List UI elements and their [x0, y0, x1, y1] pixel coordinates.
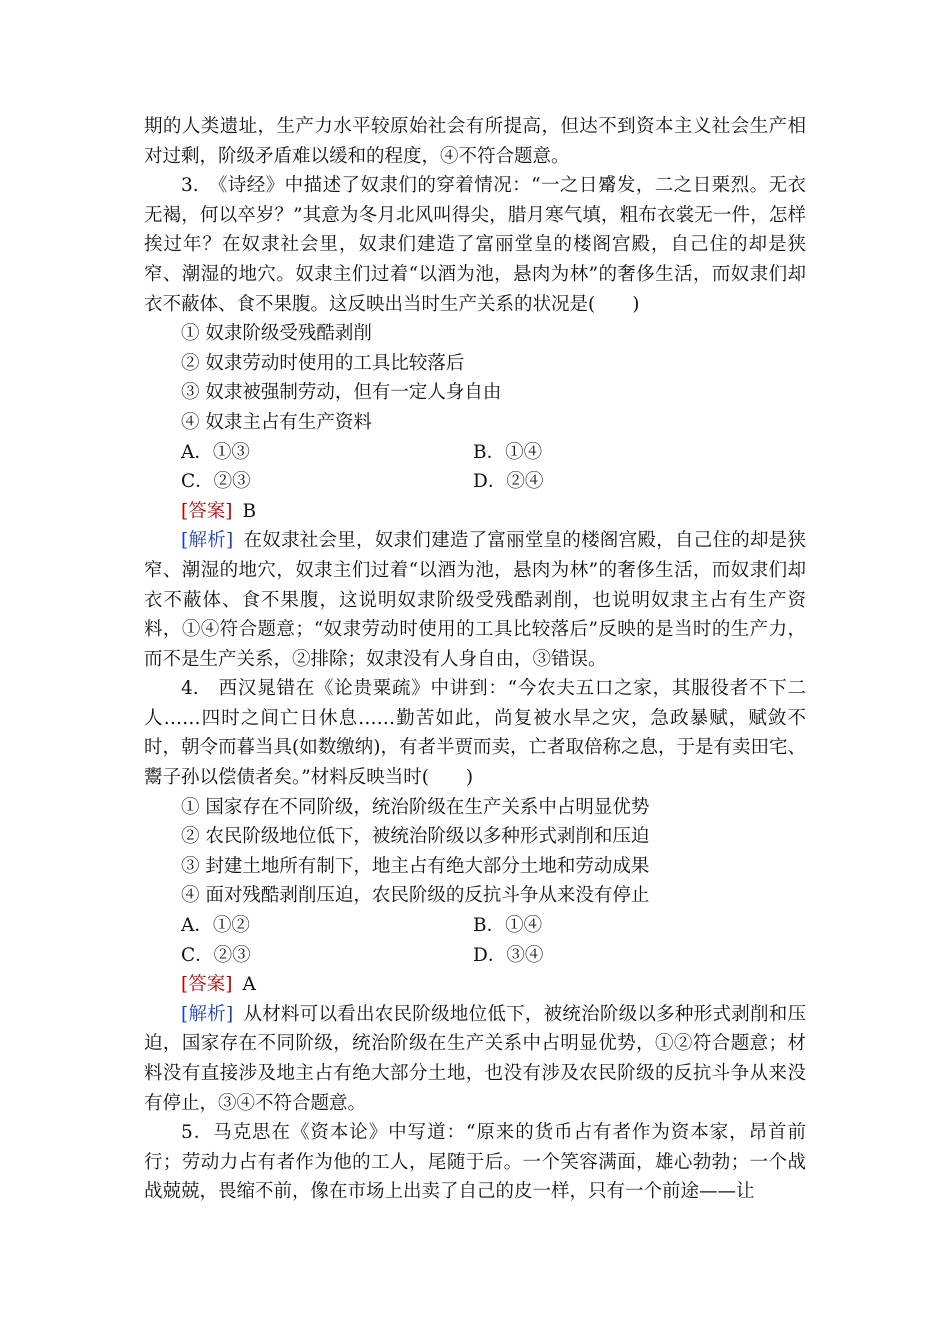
q4-explain-text: 从材料可以看出农民阶级地位低下，被统治阶级以多种形式剥削和压迫，国家存在不同阶级，统治阶级在生产关系中占明显优势，①②符合题意；材料没有直接涉及地主占有绝大部分土地，也没有涉及农民阶级的反抗斗争从来没有停止，③④不符合题意。 [144, 1003, 806, 1114]
q4-item-1: ① 国家存在不同阶级，统治阶级在生产关系中占明显优势 [181, 796, 650, 818]
q4-answer [144, 970, 806, 1000]
q3-item-2: ② 奴隶劳动时使用的工具比较落后 [181, 352, 465, 374]
q3-choices-row-2 [144, 467, 806, 497]
q4-choices-row-2 [144, 941, 806, 971]
q4-choice-a: A．①② [181, 915, 250, 937]
q4-explanation [144, 1000, 806, 1118]
q4-item-2: ② 农民阶级地位低下，被统治阶级以多种形式剥削和压迫 [181, 826, 650, 848]
q3-choice-b: B．①④ [473, 441, 543, 463]
intro-paragraph: 期的人类遗址，生产力水平较原始社会有所提高，但达不到资本主义社会生产相对过剩，阶级矛盾难以缓和的程度，④不符合题意。 [144, 116, 806, 167]
q4-item-3: ③ 封建土地所有制下，地主占有绝大部分土地和劳动成果 [181, 855, 650, 877]
q4-choice-c: C．②③ [181, 944, 251, 966]
q3-answer-value: B [242, 500, 257, 522]
q3-explanation [144, 526, 806, 674]
document-page [144, 112, 806, 1207]
question-4-stem: 4. 西汉晁错在《论贵粟疏》中讲到：“今农夫五口之家，其服役者不下二人……四时之间亡日休息……勤苦如此，尚复被水旱之灾，急政暴赋，赋敛不时，朝令而暮当具(如数缴纳)，有者半贾而卖，亡者取倍称之息，于是有卖田宅、鬻子孙以偿债者矣。”材料反映当时( ) [144, 678, 806, 789]
q4-answer-value: A [242, 974, 256, 996]
q3-choice-a: A．①③ [181, 441, 250, 463]
q3-choice-d: D．②④ [473, 471, 544, 493]
q3-item-1: ① 奴隶阶级受残酷剥削 [181, 323, 372, 345]
q3-explain-tag: [解析] [181, 530, 234, 552]
q4-explain-tag: [解析] [181, 1003, 234, 1025]
q3-choice-c: C．②③ [181, 471, 251, 493]
question-3-stem: 3. 《诗经》中描述了奴隶们的穿着情况：“一之日觱发，二之日栗烈。无衣无褐，何以卒岁？”其意为冬月北风叫得尖，腊月寒气填，粗布衣裳无一件，怎样挨过年？在奴隶社会里，奴隶们建造了富丽堂皇的楼阁宫殿，自己住的却是狭窄、潮湿的地穴。奴隶主们过着“以酒为池，悬肉为林”的奢侈生活，而奴隶们却衣不蔽体、食不果腹。这反映出当时生产关系的状况是( ) [144, 175, 806, 315]
q3-explain-text: 在奴隶社会里，奴隶们建造了富丽堂皇的楼阁宫殿，自己住的却是狭窄、潮湿的地穴，奴隶主们过着“以酒为池，悬肉为林”的奢侈生活，而奴隶们却衣不蔽体、食不果腹，这说明奴隶阶级受残酷剥削，也说明奴隶主占有生产资料，①④符合题意；“奴隶劳动时使用的工具比较落后”反映的是当时的生产力，而不是生产关系，②排除；奴隶没有人身自由，③错误。 [144, 530, 806, 670]
question-5-stem: 5．马克思在《资本论》中写道：“原来的货币占有者作为资本家，昂首前行；劳动力占有者作为他的工人，尾随于后。一个笑容满面，雄心勃勃；一个战战兢兢，畏缩不前，像在市场上出卖了自己的皮一样，只有一个前途——让 [144, 1122, 806, 1203]
q4-choices-row-1 [144, 911, 806, 941]
q3-item-4: ④ 奴隶主占有生产资料 [181, 411, 372, 433]
q4-choice-d: D．③④ [473, 944, 544, 966]
q4-choice-b: B．①④ [473, 915, 543, 937]
q4-answer-tag: [答案] [181, 974, 233, 996]
q4-item-4: ④ 面对残酷剥削压迫，农民阶级的反抗斗争从来没有停止 [181, 885, 650, 907]
q3-choices-row-1 [144, 438, 806, 468]
q3-answer-tag: [答案] [181, 500, 233, 522]
q3-answer [144, 497, 806, 527]
q3-item-3: ③ 奴隶被强制劳动，但有一定人身自由 [181, 382, 502, 404]
